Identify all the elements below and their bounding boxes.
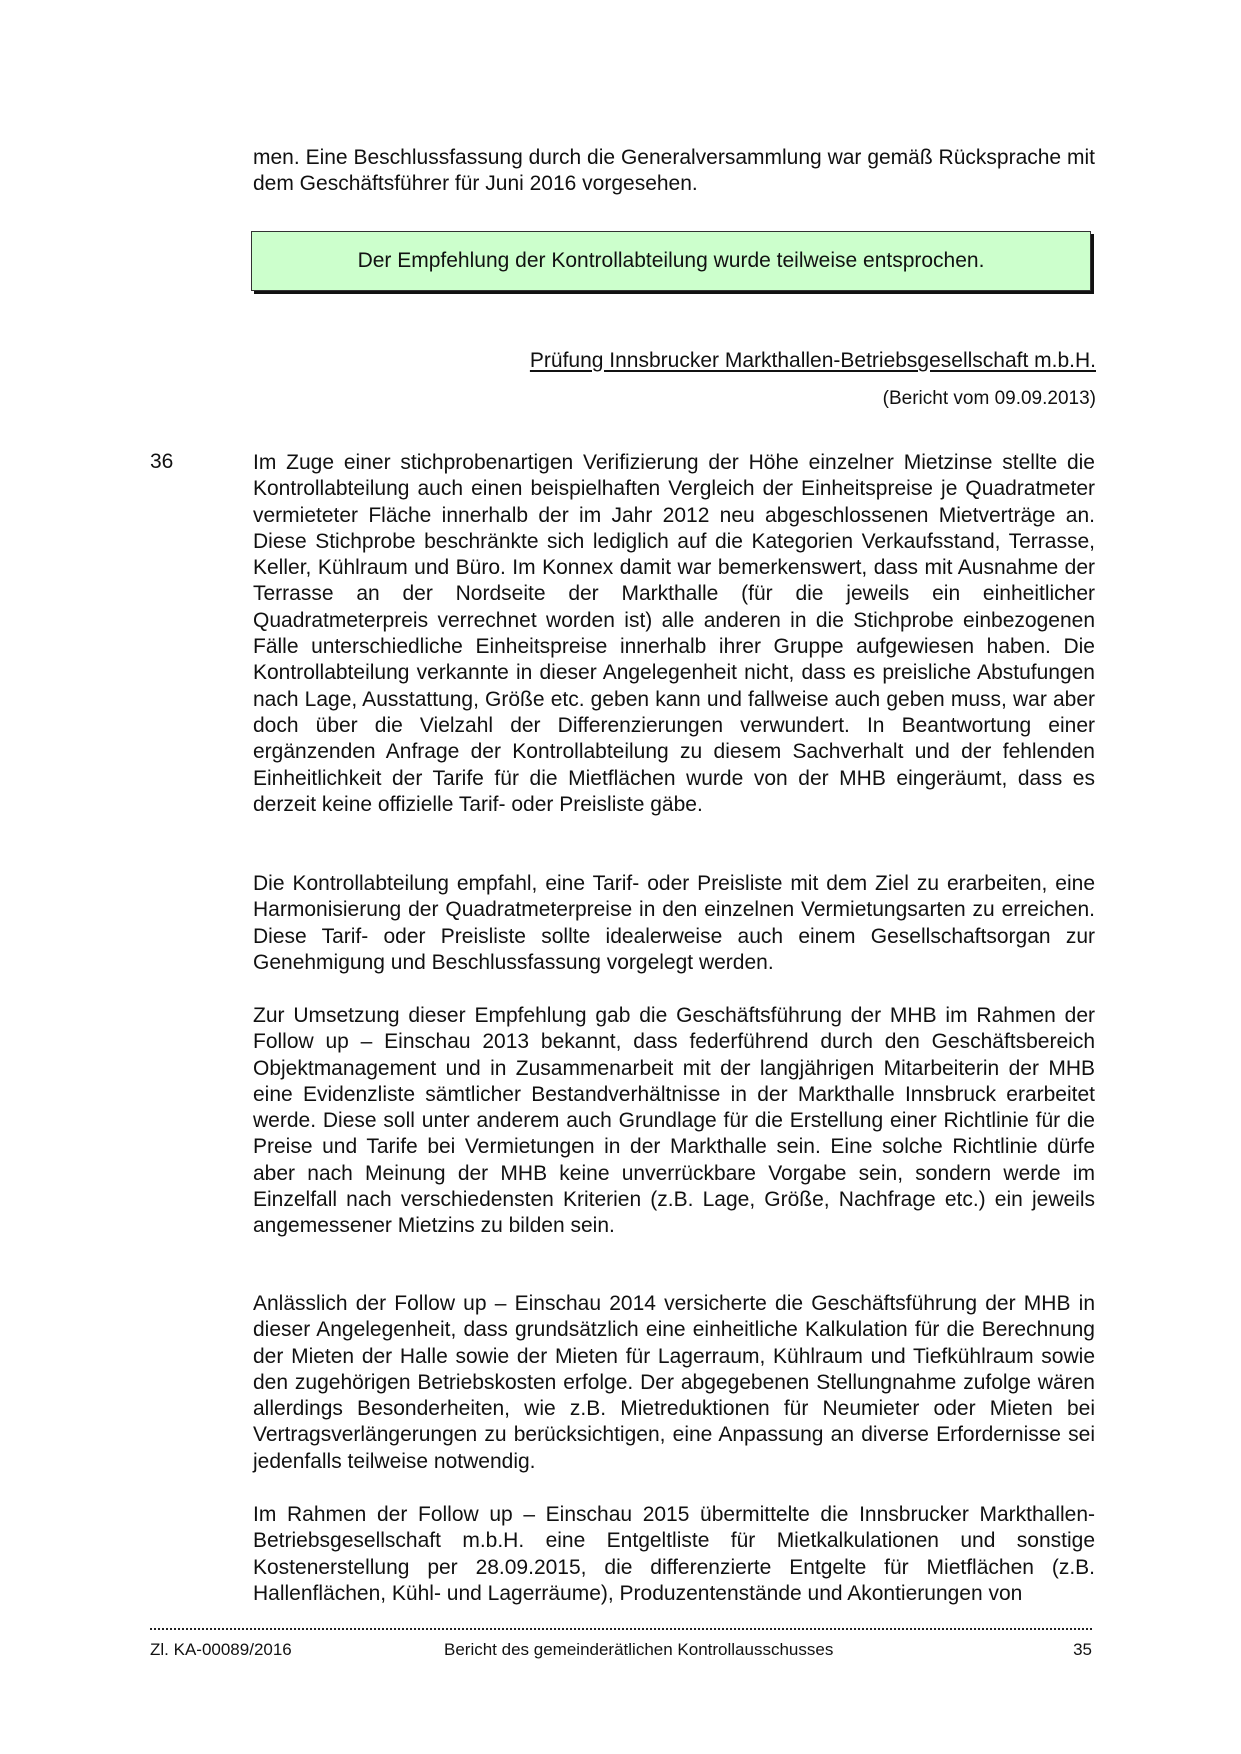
body-paragraph-4: Anlässlich der Follow up – Einschau 2014 versicherte die Geschäftsführung der MHB in dieser Angelegenheit, dass grundsätzlich eine einheitliche Kalkulation für die Berechnung der Mieten der Halle sowie der Mieten für Lagerraum, Kühlraum und Tiefkühlraum sowie den zugehörigen Betriebskosten erfolge. Der abgegebenen Stellungnahme zufolge wären allerdings Besonderheiten, wie z.B. Mietreduktionen für Neumieter oder Mieten bei Vertragsverlängerungen zu berücksichtigen, eine Anpassung an diverse Erfordernisse sei jedenfalls teilweise notwendig. xyxy=(253,1292,1095,1473)
footer-divider xyxy=(150,1628,1092,1630)
body-paragraph-1: Im Zuge einer stichprobenartigen Verifizierung der Höhe einzelner Mietzinse stellte die Kontrollabteilung auch einen beispielhaften Vergleich der Einheitspreise je Quadratmeter vermieteter Fläche innerhalb der im Jahr 2012 neu abgeschlossenen Mietverträge an. Diese Stichprobe beschränkte sich lediglich auf die Kategorien Verkaufsstand, Terrasse, Keller, Kühlraum und Büro. Im Konnex damit war bemerkenswert, dass mit Ausnahme der Terrasse an der Nordseite der Markthalle (für die jeweils ein einheitlicher Quadratmeterpreis verrechnet worden ist) alle anderen in die Stichprobe einbezogenen Fälle unterschiedliche Einheitspreise innerhalb ihrer Gruppe aufgewiesen haben. Die Kontrollabteilung verkannte in dieser Angelegenheit nicht, dass es preisliche Abstufungen nach Lage, Ausstattung, Größe etc. geben kann und fallweise auch geben muss, war aber doch über die Vielzahl der Differenzierungen verwundert. In Beantwortung einer ergänzenden Anfrage der Kontrollabteilung zu diesem Sachverhalt und der fehlenden Einheitlichkeit der Tarife für die Mietflächen wurde von der MHB eingeräumt, dass es derzeit keine offizielle Tarif- oder Preisliste gäbe. xyxy=(253,451,1095,816)
paragraph-number: 36 xyxy=(150,450,174,473)
page-number: 35 xyxy=(1073,1640,1092,1659)
recommendation-text: Der Empfehlung der Kontrollabteilung wurde teilweise entsprochen. xyxy=(357,249,985,272)
section-subtitle: (Bericht vom 09.09.2013) xyxy=(882,388,1096,409)
footer-title: Bericht des gemeinderätlichen Kontrollausschusses xyxy=(444,1640,834,1659)
body-paragraph-5: Im Rahmen der Follow up – Einschau 2015 übermittelte die Innsbrucker Markthallen-Betriebsgesellschaft m.b.H. eine Entgeltliste für Mietkalkulationen und sonstige Kostenerstellung per 28.09.2015, die differenzierte Entgelte für Mietflächen (z.B. Hallenflächen, Kühl- und Lagerräume), Produzentenstände und Akontierungen von xyxy=(253,1503,1095,1605)
intro-paragraph: men. Eine Beschlussfassung durch die Generalversammlung war gemäß Rücksprache mit dem Geschäftsführer für Juni 2016 vorgesehen. xyxy=(253,146,1095,196)
section-title: Prüfung Innsbrucker Markthallen-Betriebsgesellschaft m.b.H. xyxy=(529,349,1096,372)
recommendation-box xyxy=(251,231,1091,291)
body-paragraph-2: Die Kontrollabteilung empfahl, eine Tarif- oder Preisliste mit dem Ziel zu erarbeiten, eine Harmonisierung der Quadratmeterpreise in den einzelnen Vermietungsarten zu erreichen. Diese Tarif- oder Preisliste sollte idealerweise auch einem Gesellschaftsorgan zur Genehmigung und Beschlussfassung vorgelegt werden. xyxy=(253,872,1095,974)
body-paragraph-3: Zur Umsetzung dieser Empfehlung gab die Geschäftsführung der MHB im Rahmen der Follow up – Einschau 2013 bekannt, dass federführend durch den Geschäftsbereich Objektmanagement und in Zusammenarbeit mit der langjährigen Mitarbeiterin der MHB eine Evidenzliste sämtlicher Bestandverhältnisse in der Markthalle Innsbruck erarbeitet werde. Diese soll unter anderem auch Grundlage für die Erstellung einer Richtlinie für die Preise und Tarife bei Vermietungen in der Markthalle sein. Eine solche Richtlinie dürfe aber nach Meinung der MHB keine unverrückbare Vorgabe sein, sondern werde im Einzelfall nach verschiedensten Kriterien (z.B. Lage, Größe, Nachfrage etc.) ein jeweils angemessener Mietzins zu bilden sein. xyxy=(253,1004,1095,1238)
footer-reference: Zl. KA-00089/2016 xyxy=(150,1640,292,1659)
